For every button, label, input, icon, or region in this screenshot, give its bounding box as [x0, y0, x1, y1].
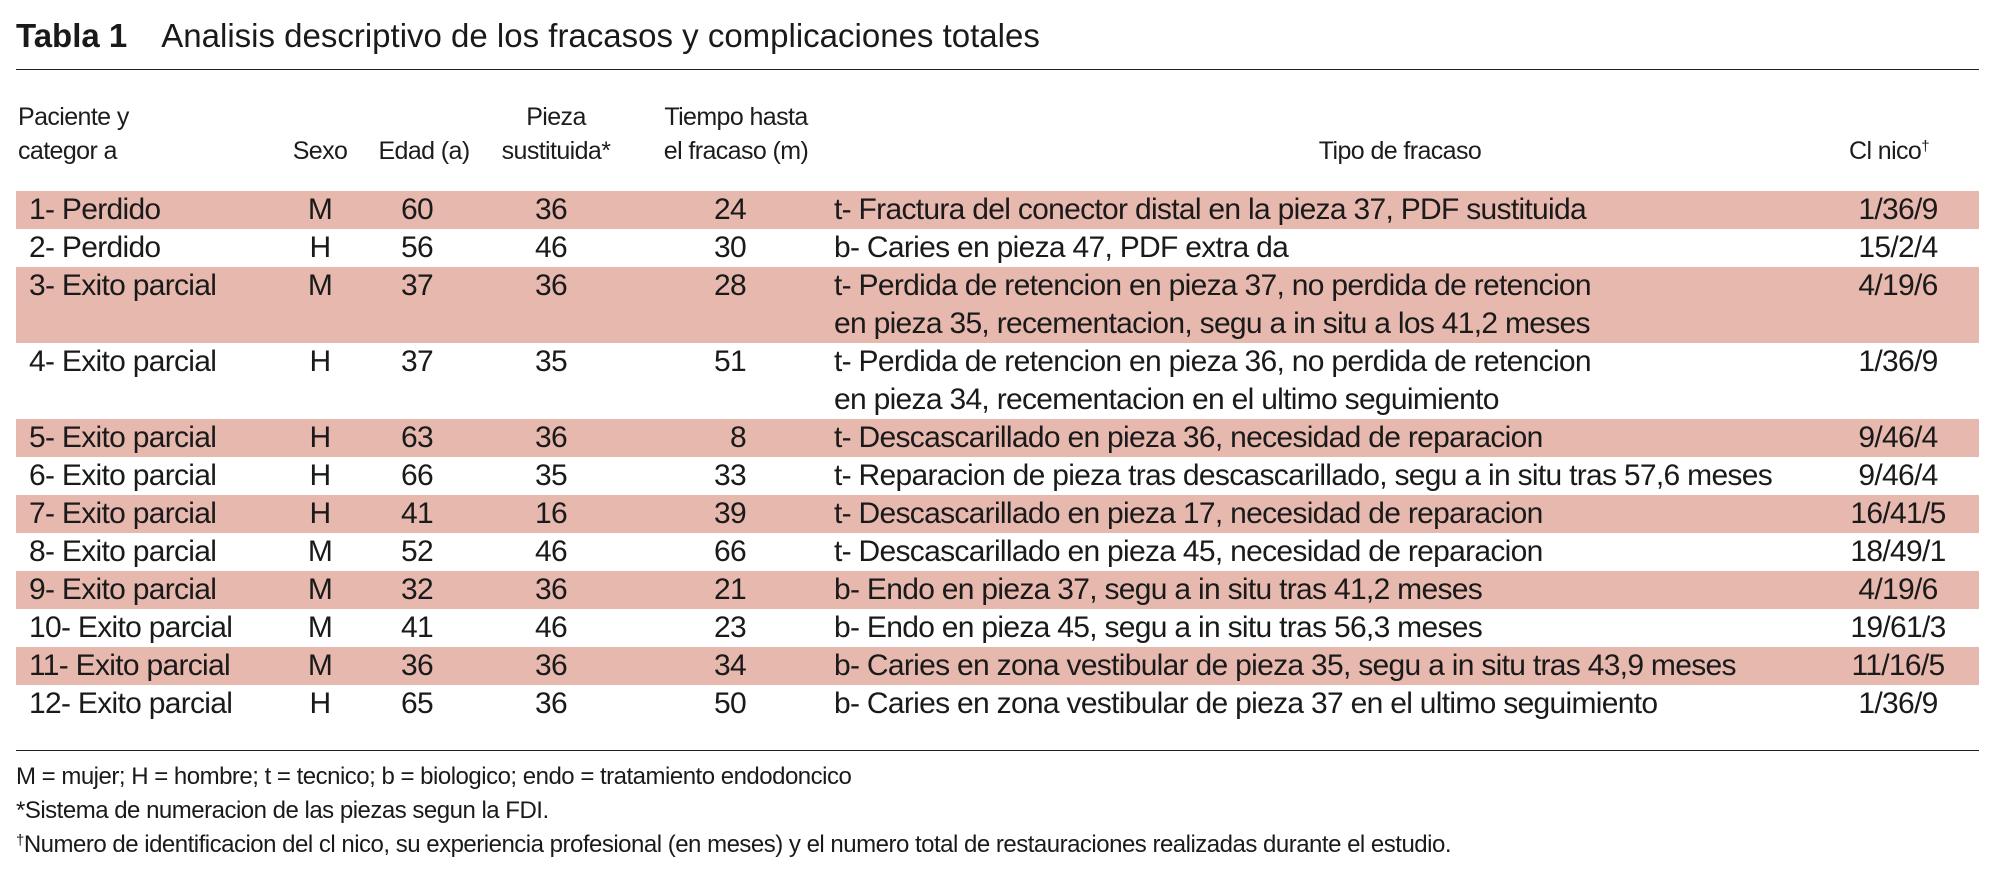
- table-caption: Analisis descriptivo de los fracasos y complicaciones totales: [161, 17, 1040, 54]
- cell-tipo: b- Endo en pieza 37, segu a in situ tras 41,2 meses: [834, 573, 1483, 606]
- cell-tipo: t- Perdida de retencion en pieza 37, no perdida de retencion: [834, 269, 1591, 302]
- cell-clinico: 4/19/6: [1858, 573, 1938, 606]
- cell-pieza: 46: [535, 611, 567, 644]
- cell-tipo: b- Caries en zona vestibular de pieza 37 en el ultimo seguimiento: [834, 687, 1658, 720]
- cell-tiempo: 51: [714, 345, 746, 378]
- cell-edad: 56: [401, 231, 433, 264]
- table-row: [16, 533, 1979, 571]
- cell-clinico: 18/49/1: [1850, 535, 1946, 568]
- cell-tiempo: 34: [714, 649, 746, 682]
- table-row: [16, 609, 1979, 647]
- cell-tiempo: 66: [714, 535, 746, 568]
- cell-sexo: M: [307, 535, 333, 568]
- cell-edad: 66: [401, 459, 433, 492]
- cell-sexo: H: [309, 421, 331, 454]
- cell-tipo: t- Reparacion de pieza tras descascarillado, segu a in situ tras 57,6 meses: [834, 459, 1773, 492]
- cell-clinico: 11/16/5: [1851, 649, 1945, 682]
- cell-clinico: 1/36/9: [1858, 193, 1938, 226]
- cell-clinico: 9/46/4: [1858, 421, 1938, 454]
- cell-clinico: 9/46/4: [1858, 459, 1938, 492]
- table-row: [16, 685, 1979, 723]
- cell-pieza: 36: [535, 269, 567, 302]
- table-row: [16, 191, 1979, 229]
- header-pieza: Pieza sustituida*: [501, 103, 611, 165]
- cell-pieza: 36: [535, 193, 567, 226]
- cell-clinico: 15/2/4: [1858, 231, 1938, 264]
- cell-sexo: H: [309, 231, 331, 264]
- cell-paciente: 6- Exito parcial: [29, 459, 217, 492]
- cell-sexo: H: [309, 687, 331, 720]
- cell-tipo: t- Descascarillado en pieza 36, necesidad de reparacion: [834, 421, 1543, 454]
- cell-edad: 52: [401, 535, 433, 568]
- cell-tipo: b- Endo en pieza 45, segu a in situ tras 56,3 meses: [834, 611, 1483, 644]
- header-edad: Edad (a): [378, 137, 470, 165]
- cell-pieza: 46: [535, 231, 567, 264]
- cell-tipo: en pieza 35, recementacion, segu a in situ a los 41,2 meses: [834, 307, 1590, 340]
- header-paciente: Paciente y categor a: [18, 103, 129, 165]
- cell-tiempo: 8: [730, 421, 746, 454]
- cell-sexo: M: [307, 193, 333, 226]
- cell-sexo: M: [307, 611, 333, 644]
- header-sexo: Sexo: [292, 137, 348, 165]
- table-row: [16, 495, 1979, 533]
- cell-edad: 32: [401, 573, 433, 606]
- table-label: Tabla 1: [16, 17, 128, 54]
- cell-edad: 36: [401, 649, 433, 682]
- cell-tipo: b- Caries en pieza 47, PDF extra da: [834, 231, 1289, 264]
- cell-clinico: 16/41/5: [1850, 497, 1946, 530]
- cell-tiempo: 50: [714, 687, 746, 720]
- cell-paciente: 3- Exito parcial: [29, 269, 217, 302]
- cell-edad: 37: [401, 269, 433, 302]
- cell-paciente: 2- Perdido: [29, 231, 161, 264]
- table-row: [16, 457, 1979, 495]
- cell-pieza: 36: [535, 687, 567, 720]
- cell-sexo: M: [307, 573, 333, 606]
- cell-edad: 41: [401, 497, 433, 530]
- cell-sexo: H: [309, 497, 331, 530]
- table-row: [16, 571, 1979, 609]
- table-row: [16, 647, 1979, 685]
- table-row: [16, 229, 1979, 267]
- cell-sexo: H: [309, 345, 331, 378]
- cell-sexo: M: [307, 649, 333, 682]
- cell-tipo: en pieza 34, recementacion en el ultimo seguimiento: [834, 383, 1499, 416]
- table-row: [16, 343, 1979, 419]
- cell-tipo: t- Descascarillado en pieza 45, necesidad de reparacion: [834, 535, 1543, 568]
- cell-tiempo: 39: [714, 497, 746, 530]
- cell-edad: 37: [401, 345, 433, 378]
- cell-paciente: 12- Exito parcial: [29, 687, 233, 720]
- cell-pieza: 36: [535, 573, 567, 606]
- table-row: [16, 419, 1979, 457]
- cell-edad: 60: [401, 193, 433, 226]
- cell-tipo: b- Caries en zona vestibular de pieza 35, segu a in situ tras 43,9 meses: [834, 649, 1736, 682]
- cell-tiempo: 24: [714, 193, 746, 226]
- cell-tipo: t- Descascarillado en pieza 17, necesidad de reparacion: [834, 497, 1543, 530]
- bottom-rule: [16, 750, 1979, 751]
- cell-tiempo: 28: [714, 269, 746, 302]
- cell-clinico: 19/61/3: [1850, 611, 1946, 644]
- cell-paciente: 11- Exito parcial: [29, 649, 230, 682]
- footnote-fdi: *Sistema de numeracion de las piezas segun la FDI.: [16, 797, 549, 824]
- footnote-abbreviations: M = mujer; H = hombre; t = tecnico; b = biologico; endo = tratamiento endodoncico: [16, 763, 852, 790]
- cell-paciente: 10- Exito parcial: [29, 611, 233, 644]
- cell-edad: 41: [401, 611, 433, 644]
- cell-paciente: 5- Exito parcial: [29, 421, 217, 454]
- cell-paciente: 9- Exito parcial: [29, 573, 217, 606]
- cell-edad: 63: [401, 421, 433, 454]
- cell-clinico: 1/36/9: [1858, 345, 1938, 378]
- cell-sexo: M: [307, 269, 333, 302]
- cell-pieza: 35: [535, 345, 567, 378]
- table-title: [16, 14, 1040, 58]
- cell-tiempo: 30: [714, 231, 746, 264]
- table-row: [16, 267, 1979, 343]
- top-rule: [16, 69, 1979, 70]
- cell-tiempo: 21: [714, 573, 746, 606]
- header-tiempo: Tiempo hasta el fracaso (m): [663, 103, 809, 165]
- cell-paciente: 4- Exito parcial: [29, 345, 217, 378]
- cell-sexo: H: [309, 459, 331, 492]
- header-tipo: Tipo de fracaso: [1318, 137, 1482, 165]
- cell-pieza: 46: [535, 535, 567, 568]
- cell-tiempo: 33: [714, 459, 746, 492]
- cell-paciente: 8- Exito parcial: [29, 535, 217, 568]
- cell-pieza: 36: [535, 421, 567, 454]
- cell-pieza: 36: [535, 649, 567, 682]
- cell-clinico: 4/19/6: [1858, 269, 1938, 302]
- cell-tiempo: 23: [714, 611, 746, 644]
- cell-clinico: 1/36/9: [1858, 687, 1938, 720]
- cell-tipo: t- Perdida de retencion en pieza 36, no perdida de retencion: [834, 345, 1591, 378]
- footnote-clinico: †Numero de identificacion del cl nico, su experiencia profesional (en meses) y el numero total de restauraciones realizadas durante el estudio.: [16, 831, 1451, 858]
- cell-pieza: 16: [535, 497, 567, 530]
- cell-tipo: t- Fractura del conector distal en la pieza 37, PDF sustituida: [834, 193, 1586, 226]
- header-clinico: Cl nico†: [1849, 137, 1929, 165]
- cell-paciente: 1- Perdido: [29, 193, 161, 226]
- table-footnotes: [16, 760, 1451, 862]
- cell-paciente: 7- Exito parcial: [29, 497, 217, 530]
- cell-edad: 65: [401, 687, 433, 720]
- cell-pieza: 35: [535, 459, 567, 492]
